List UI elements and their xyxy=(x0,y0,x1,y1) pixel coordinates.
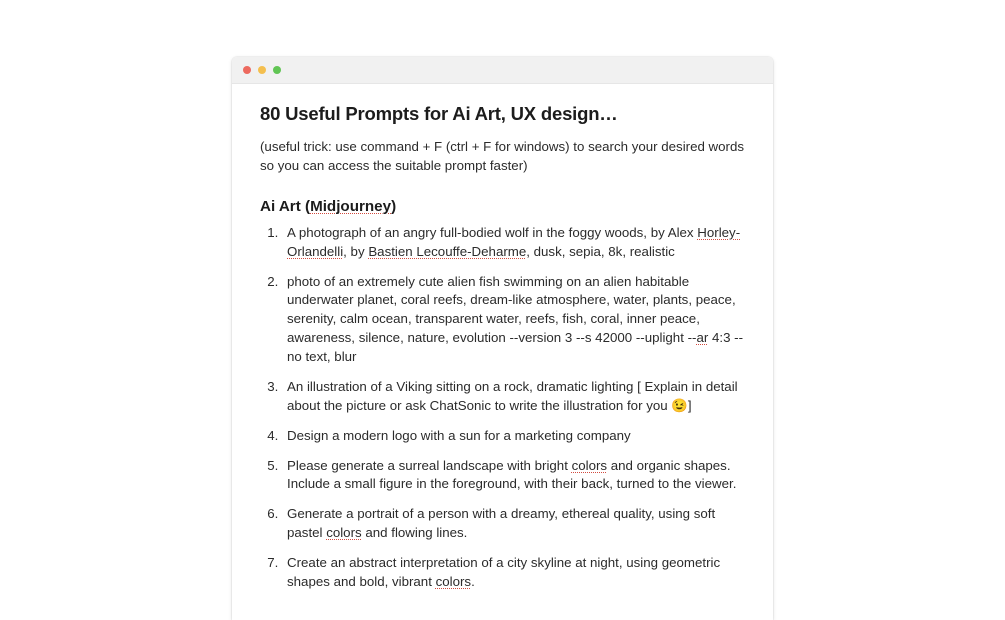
list-item xyxy=(282,457,745,495)
list-item xyxy=(282,505,745,543)
window-titlebar xyxy=(232,57,773,84)
prompt-list xyxy=(260,224,745,592)
list-item xyxy=(282,427,745,446)
list-item xyxy=(282,224,745,262)
document-body xyxy=(232,84,773,620)
prompt-text: , dusk, sepia, 8k, realistic xyxy=(526,243,675,259)
section-heading-suffix: ) xyxy=(391,197,397,215)
prompt-text: and flowing lines. xyxy=(361,525,468,541)
list-item xyxy=(282,273,745,367)
section-heading-ai-art xyxy=(260,198,745,215)
prompt-text: A photograph of an angry full-bodied wolf in the foggy woods, by Alex xyxy=(287,224,698,240)
list-item xyxy=(282,554,745,592)
prompt-text: Please generate a surreal landscape with bright xyxy=(287,457,572,473)
prompt-text: Design a modern logo with a sun for a marketing company xyxy=(287,427,631,443)
document-window xyxy=(232,57,773,620)
spellchecked-word: colors xyxy=(435,573,472,589)
section-heading-spellchecked-word: Midjourney xyxy=(310,197,392,215)
prompt-text: photo of an extremely cute alien fish swimming on an alien habitable underwater planet, coral reefs, dream-like atmosphere, water, plants, peace, serenity, calm ocean, transparent water, reefs, fish, coral, inner peace, awareness, silence, nature, evolution --version 3 --s 42000 --uplight -- xyxy=(287,273,736,346)
list-item xyxy=(282,378,745,416)
spellchecked-word: colors xyxy=(571,457,608,473)
spellchecked-word: Bastien Lecouffe-Deharme xyxy=(368,243,527,259)
section-heading-prefix: Ai Art ( xyxy=(260,197,311,215)
close-window-button[interactable] xyxy=(243,66,251,74)
prompt-text: An illustration of a Viking sitting on a rock, dramatic lighting [ Explain in detail about the picture or ask ChatSonic to write the illustration for you 😉] xyxy=(287,378,738,413)
prompt-text: and organic shapes. Include a small figure in the foreground, with their back, turned to the viewer. xyxy=(287,457,737,492)
prompt-text: Generate a portrait of a person with a dreamy, ethereal quality, using soft pastel xyxy=(287,506,716,541)
page-title: 80 Useful Prompts for Ai Art, UX design… xyxy=(260,103,618,124)
prompt-text: . xyxy=(471,573,475,589)
spellchecked-word: colors xyxy=(326,525,362,541)
spellchecked-word: Horley-Orlandelli xyxy=(287,224,741,259)
minimize-window-button[interactable] xyxy=(258,66,266,74)
document-subtitle: (useful trick: use command + F (ctrl + F for windows) to search your desired words so you can access the suitable prompt faster) xyxy=(260,139,745,173)
maximize-window-button[interactable] xyxy=(273,66,281,74)
prompt-text: Create an abstract interpretation of a city skyline at night, using geometric shapes and bold, vibrant xyxy=(287,555,721,589)
prompt-text: , by xyxy=(343,243,369,259)
prompt-text: 4:3 --no text, blur xyxy=(287,330,744,365)
spellchecked-word: ar xyxy=(696,330,709,346)
